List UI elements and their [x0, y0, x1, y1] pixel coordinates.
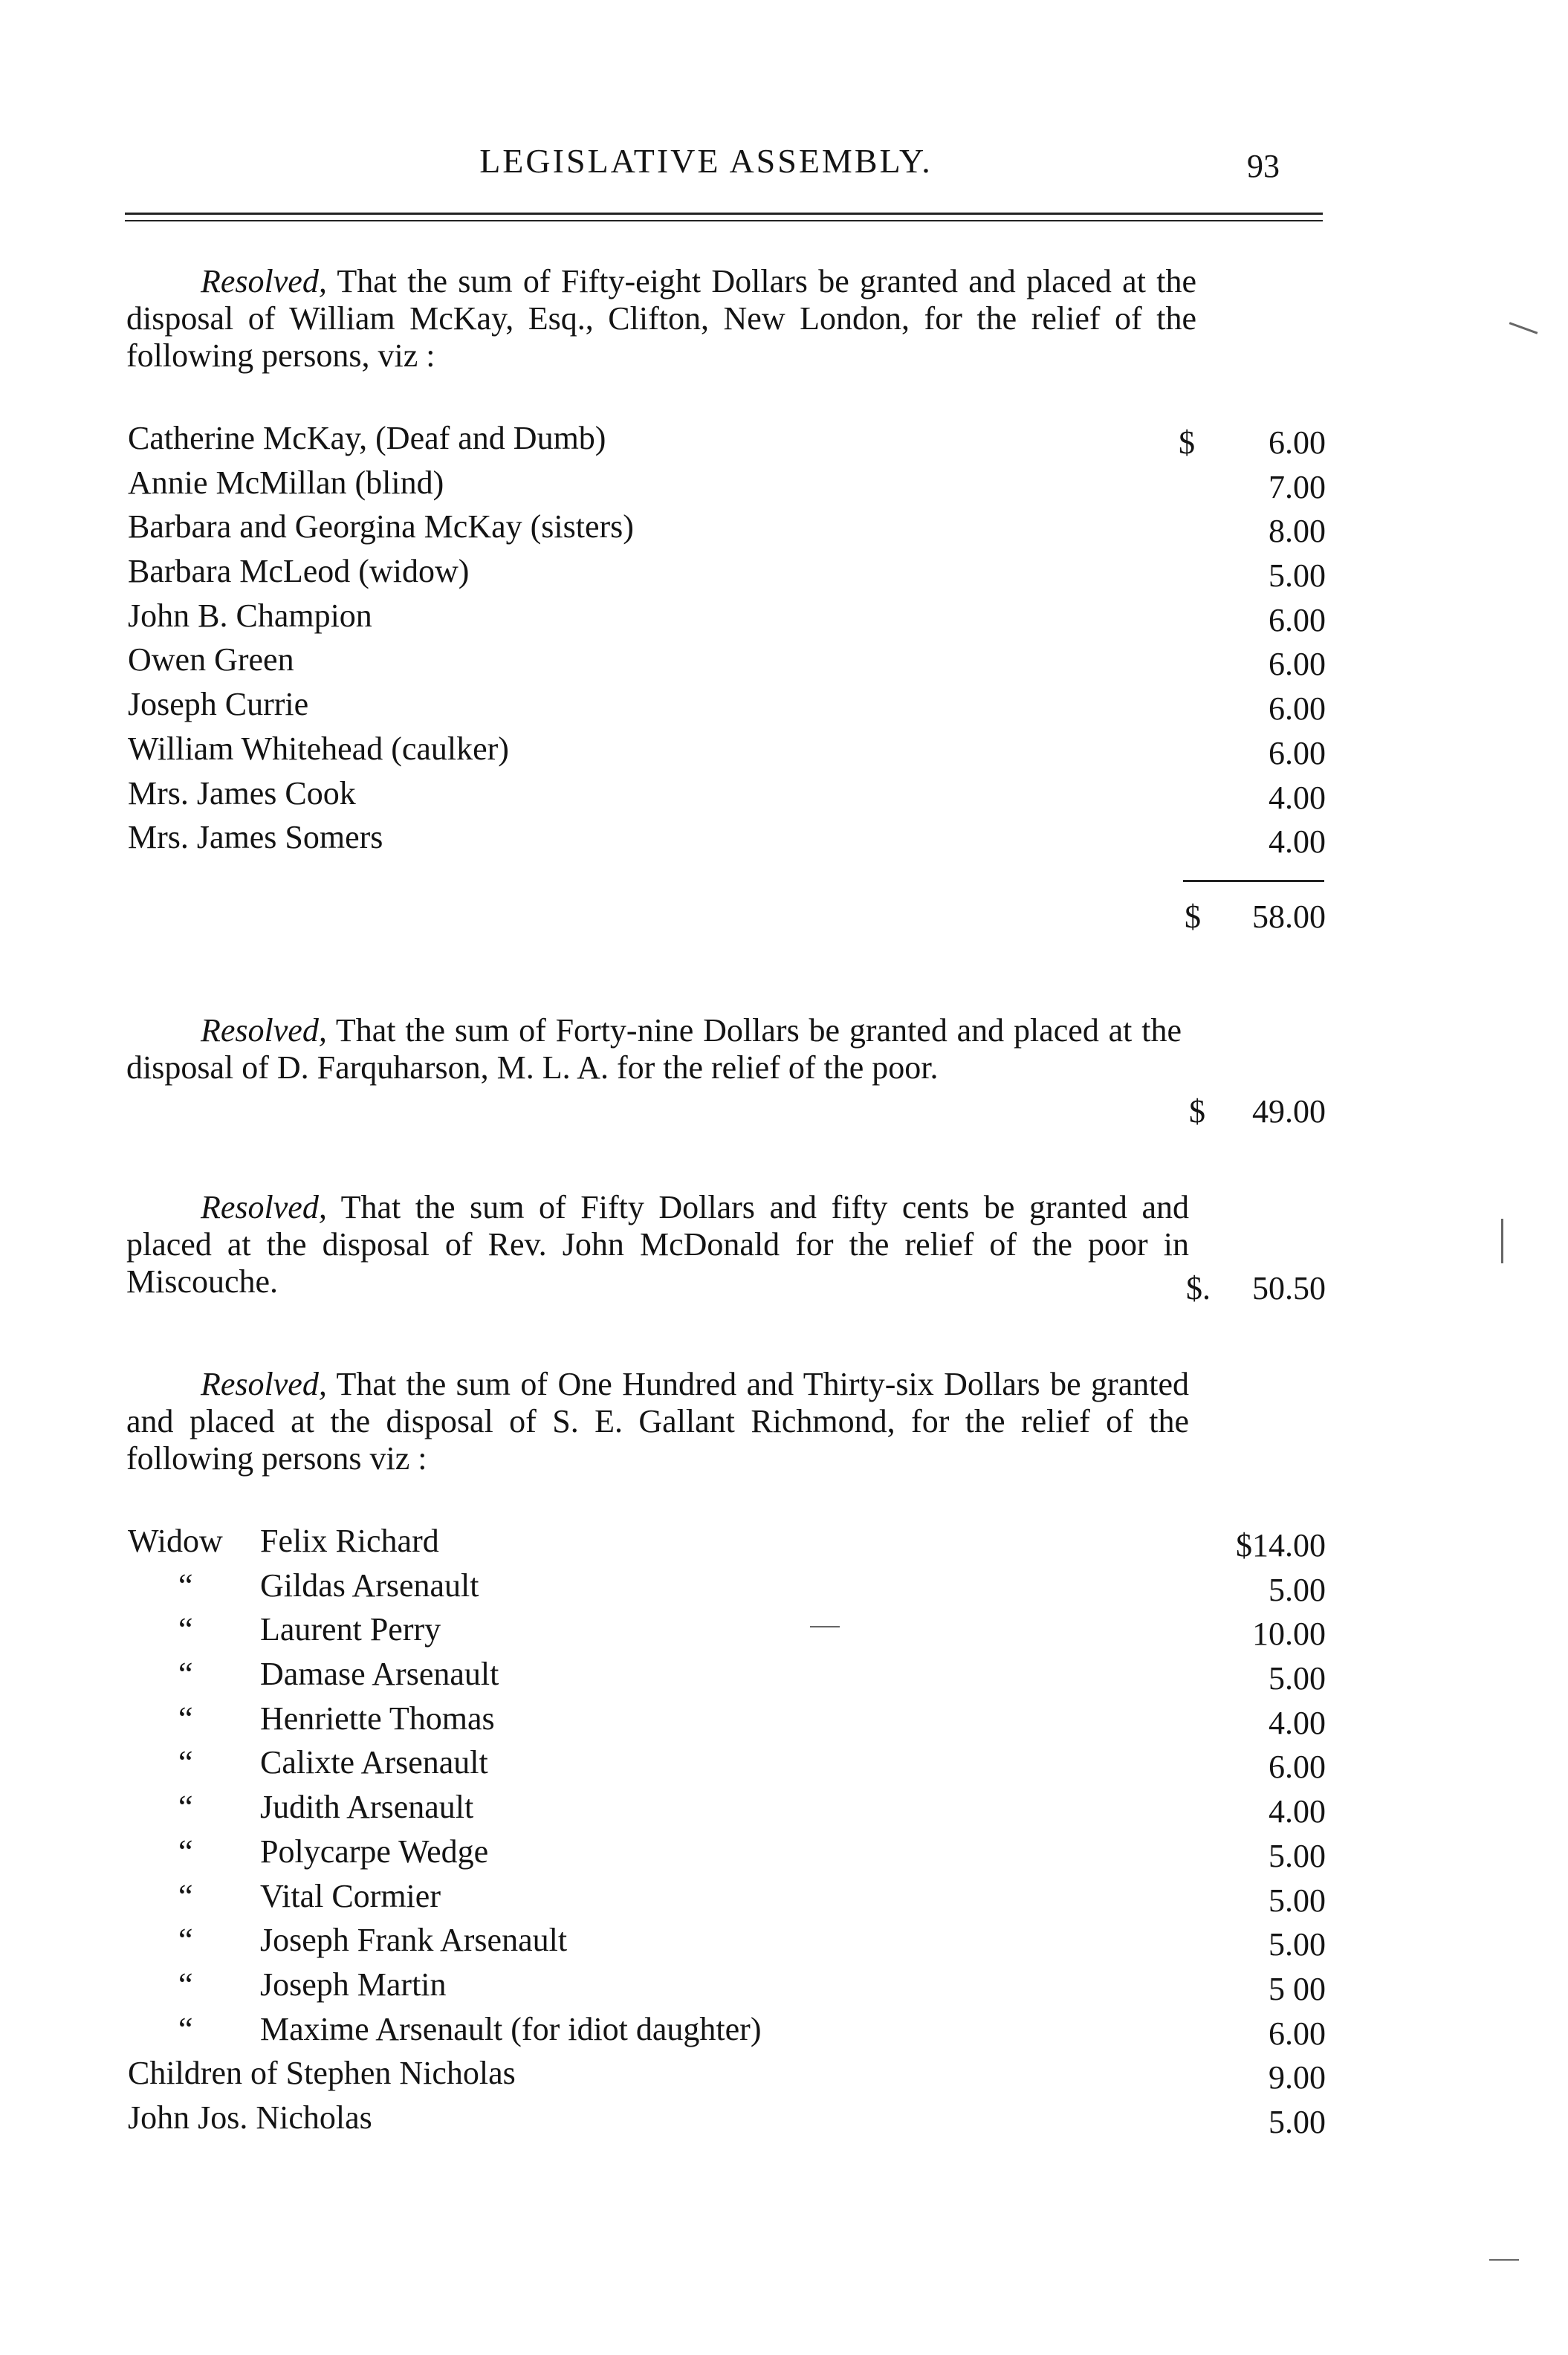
amount: 5.00 — [1269, 1926, 1326, 1963]
header-rule-bottom — [125, 220, 1323, 221]
page-number: 93 — [1247, 148, 1280, 184]
resolution-2-text: That the sum of Forty-nine Dollars be granted and placed at the disposal of D. Farquharson, M. L. A. for the relief of the poor. — [126, 1012, 1182, 1086]
ditto-mark: “ — [178, 1833, 193, 1870]
recipient-name: Judith Arsenault — [260, 1789, 474, 1826]
amount: 6.00 — [1269, 1749, 1326, 1786]
recipient-prefix: Widow — [128, 1523, 223, 1559]
recipient-name: Children of Stephen Nicholas — [128, 2055, 516, 2092]
list-item — [0, 1830, 1568, 1874]
recipient-name: Mrs. James Somers — [128, 819, 383, 856]
list-item — [0, 1874, 1568, 1919]
resolution-1-list — [0, 416, 1568, 860]
amount: 5.00 — [1269, 1571, 1326, 1608]
recipient-name: Damase Arsenault — [260, 1656, 499, 1693]
header-rule-top — [125, 213, 1323, 215]
resolution-2-amount: 49.00 — [1252, 1093, 1326, 1130]
amount: 5 00 — [1269, 1970, 1326, 2007]
list-item — [0, 1963, 1568, 2007]
ditto-mark: “ — [178, 1922, 193, 1959]
scan-mark — [810, 1626, 840, 1627]
scan-mark — [1501, 1219, 1503, 1263]
list-item — [0, 1697, 1568, 1741]
list-item — [0, 2096, 1568, 2140]
recipient-name: William Whitehead (caulker) — [128, 730, 509, 767]
ditto-mark: “ — [178, 2010, 193, 2047]
resolution-4-list — [0, 1519, 1568, 2140]
recipient-name: Henriette Thomas — [260, 1700, 495, 1737]
recipient-name: John B. Champion — [128, 597, 372, 634]
amount: 6.00 — [1269, 690, 1326, 728]
list-item — [0, 1519, 1568, 1564]
ditto-mark: “ — [178, 1700, 193, 1737]
currency-symbol: $. — [1186, 1270, 1211, 1306]
recipient-name: Catherine McKay, (Deaf and Dumb) — [128, 420, 606, 456]
ditto-mark: “ — [178, 1611, 193, 1648]
amount: 5.00 — [1269, 1882, 1326, 1919]
ditto-mark: “ — [178, 1877, 193, 1914]
recipient-name: Barbara and Georgina McKay (sisters) — [128, 508, 634, 545]
recipient-name: Polycarpe Wedge — [260, 1833, 489, 1870]
scan-mark — [1509, 322, 1538, 334]
list-item — [0, 1918, 1568, 1963]
recipient-name: Laurent Perry — [260, 1611, 441, 1648]
resolved-label: Resolved, — [201, 1366, 327, 1402]
recipient-name: Mrs. James Cook — [128, 774, 356, 812]
list-item — [0, 815, 1568, 860]
amount: 7.00 — [1269, 468, 1326, 505]
recipient-name: Joseph Currie — [128, 686, 309, 723]
ditto-mark: “ — [178, 1656, 193, 1693]
recipient-name: Joseph Frank Arsenault — [260, 1922, 568, 1959]
amount: 5.00 — [1269, 1660, 1326, 1697]
amount: 5.00 — [1269, 1837, 1326, 1874]
list-item — [0, 461, 1568, 505]
amount: 5.00 — [1269, 2103, 1326, 2140]
currency-symbol: $ — [1189, 1093, 1205, 1130]
recipient-name: Maxime Arsenault (for idiot daughter) — [260, 2010, 762, 2047]
amount: 6.00 — [1269, 646, 1326, 683]
resolution-3-amount: 50.50 — [1252, 1270, 1326, 1306]
recipient-name: Felix Richard — [260, 1523, 439, 1559]
resolution-4-text: That the sum of One Hundred and Thirty-six Dollars be granted and placed at the disposal of S. E. Gallant Richmond, for the relief of the following persons viz : — [126, 1366, 1189, 1477]
list-item — [0, 594, 1568, 638]
list-item — [0, 2051, 1568, 2096]
list-item — [0, 1652, 1568, 1697]
resolution-3-text: That the sum of Fifty Dollars and fifty cents be granted and placed at the disposal of Rev. John McDonald for the relief of the poor in Miscouche. — [126, 1189, 1189, 1300]
recipient-name: Vital Cormier — [260, 1877, 441, 1914]
list-item — [0, 1607, 1568, 1652]
amount: 8.00 — [1269, 513, 1326, 550]
resolved-label: Resolved, — [201, 1012, 327, 1049]
amount: 4.00 — [1269, 1704, 1326, 1741]
ditto-mark: “ — [178, 1966, 193, 2003]
resolved-label: Resolved, — [201, 1189, 327, 1225]
scan-mark — [1489, 2259, 1519, 2261]
resolution-1-paragraph — [126, 263, 1196, 375]
list-item — [0, 1564, 1568, 1608]
recipient-name: Calixte Arsenault — [260, 1744, 488, 1781]
resolution-1-text: That the sum of Fifty-eight Dollars be granted and placed at the disposal of William McKay, Esq., Clifton, New London, for the relief of the following persons, viz : — [126, 263, 1196, 374]
list-item — [0, 682, 1568, 727]
amount: 6.00 — [1269, 424, 1326, 461]
resolution-4-paragraph — [126, 1366, 1189, 1477]
resolution-2-paragraph — [126, 1012, 1182, 1086]
recipient-name: Owen Green — [128, 641, 294, 678]
amount: 6.00 — [1269, 2015, 1326, 2052]
total-amount: 58.00 — [1252, 898, 1326, 935]
amount: 6.00 — [1269, 734, 1326, 771]
list-item — [0, 638, 1568, 682]
recipient-name: Barbara McLeod (widow) — [128, 553, 470, 590]
total-currency-symbol: $ — [1185, 898, 1201, 935]
list-item — [0, 2007, 1568, 2052]
recipient-name: Joseph Martin — [260, 1966, 447, 2003]
amount: 4.00 — [1269, 1793, 1326, 1830]
list-item — [0, 505, 1568, 549]
amount: $14.00 — [1236, 1527, 1326, 1564]
resolution-3-paragraph — [126, 1189, 1189, 1300]
resolved-label: Resolved, — [201, 263, 327, 299]
amount: 10.00 — [1252, 1616, 1326, 1653]
amount: 4.00 — [1269, 823, 1326, 861]
list-item — [0, 549, 1568, 594]
list-item — [0, 1785, 1568, 1830]
amount: 5.00 — [1269, 557, 1326, 595]
recipient-name: Gildas Arsenault — [260, 1567, 479, 1604]
amount: 6.00 — [1269, 601, 1326, 638]
recipient-name: John Jos. Nicholas — [128, 2099, 372, 2136]
amount: 9.00 — [1269, 2059, 1326, 2096]
list-item — [0, 416, 1568, 461]
total-rule — [1183, 880, 1324, 882]
list-item — [0, 1740, 1568, 1785]
ditto-mark: “ — [178, 1789, 193, 1826]
amount: 4.00 — [1269, 779, 1326, 816]
running-header-title: LEGISLATIVE ASSEMBLY. — [479, 142, 933, 180]
recipient-name: Annie McMillan (blind) — [128, 464, 444, 501]
ditto-mark: “ — [178, 1744, 193, 1781]
list-item — [0, 771, 1568, 816]
currency-symbol: $ — [1179, 424, 1195, 461]
list-item — [0, 727, 1568, 771]
ditto-mark: “ — [178, 1567, 193, 1604]
